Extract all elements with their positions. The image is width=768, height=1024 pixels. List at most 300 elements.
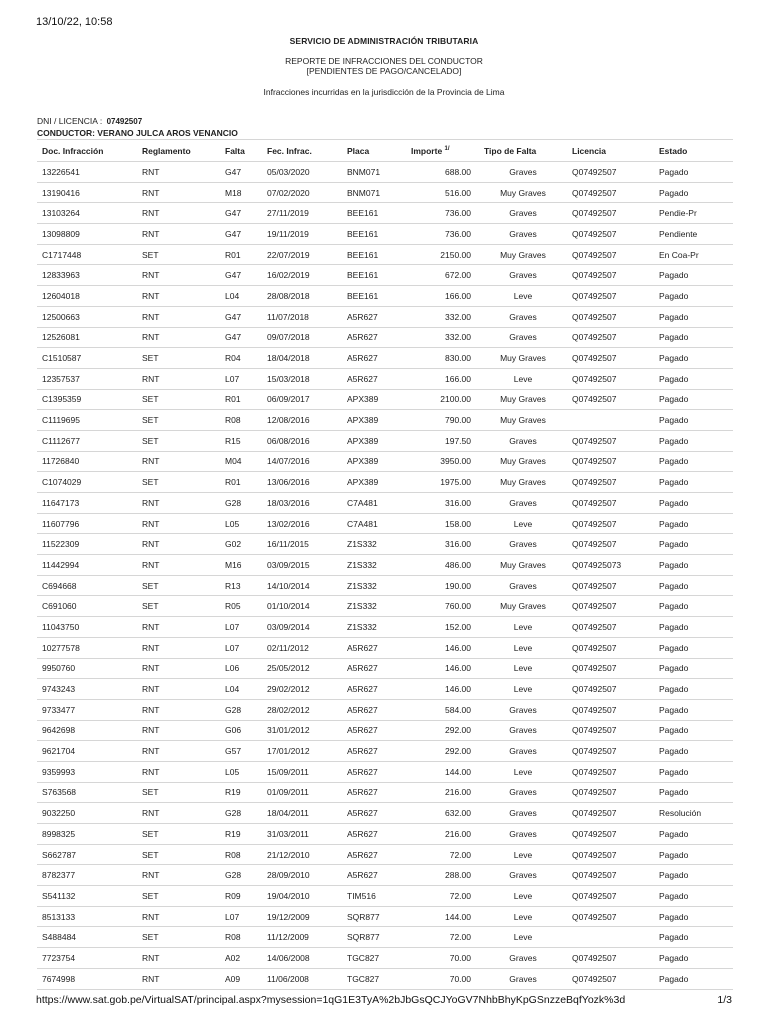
cell-licencia: Q07492507: [567, 865, 654, 886]
cell-estado: Pagado: [654, 368, 733, 389]
cell-reglamento: RNT: [137, 720, 220, 741]
cell-reglamento: SET: [137, 844, 220, 865]
cell-placa: A5R627: [342, 368, 406, 389]
cell-importe: 486.00: [406, 555, 479, 576]
cell-falta: G47: [220, 306, 262, 327]
table-row: [37, 224, 733, 245]
cell-falta: G47: [220, 327, 262, 348]
table-row: [37, 182, 733, 203]
cell-placa: A5R627: [342, 782, 406, 803]
cell-fecha: 28/08/2018: [262, 286, 342, 307]
table-row: [37, 348, 733, 369]
cell-estado: Pagado: [654, 679, 733, 700]
cell-estado: Resolución: [654, 803, 733, 824]
cell-falta: R15: [220, 430, 262, 451]
cell-doc: C1717448: [37, 244, 137, 265]
cell-placa: APX389: [342, 451, 406, 472]
cell-tipo: Leve: [479, 658, 567, 679]
cell-fecha: 17/01/2012: [262, 741, 342, 762]
cell-doc: C1112677: [37, 430, 137, 451]
cell-fecha: 05/03/2020: [262, 162, 342, 183]
cell-reglamento: RNT: [137, 906, 220, 927]
cell-placa: A5R627: [342, 679, 406, 700]
cell-reglamento: SET: [137, 472, 220, 493]
cell-reglamento: RNT: [137, 162, 220, 183]
cell-estado: Pagado: [654, 617, 733, 638]
table-row: [37, 720, 733, 741]
table-header-row: [37, 140, 733, 162]
header-falta: Falta: [220, 140, 262, 162]
cell-doc: 9743243: [37, 679, 137, 700]
cell-licencia: Q07492507: [567, 430, 654, 451]
cell-tipo: Leve: [479, 637, 567, 658]
cell-falta: R01: [220, 389, 262, 410]
cell-importe: 216.00: [406, 782, 479, 803]
cell-falta: R19: [220, 782, 262, 803]
table-row: [37, 306, 733, 327]
cell-tipo: Muy Graves: [479, 596, 567, 617]
cell-tipo: Leve: [479, 617, 567, 638]
cell-reglamento: RNT: [137, 658, 220, 679]
cell-importe: 332.00: [406, 327, 479, 348]
cell-importe: 144.00: [406, 906, 479, 927]
cell-importe: 790.00: [406, 410, 479, 431]
cell-falta: L07: [220, 617, 262, 638]
cell-placa: TGC827: [342, 968, 406, 989]
table-row: [37, 679, 733, 700]
cell-doc: C1074029: [37, 472, 137, 493]
cell-importe: 672.00: [406, 265, 479, 286]
cell-licencia: Q07492507: [567, 803, 654, 824]
cell-reglamento: RNT: [137, 327, 220, 348]
cell-estado: Pagado: [654, 865, 733, 886]
cell-reglamento: SET: [137, 389, 220, 410]
cell-falta: R04: [220, 348, 262, 369]
cell-estado: Pagado: [654, 575, 733, 596]
cell-licencia: Q07492507: [567, 472, 654, 493]
cell-falta: L04: [220, 679, 262, 700]
cell-falta: G28: [220, 865, 262, 886]
cell-reglamento: RNT: [137, 617, 220, 638]
cell-fecha: 19/12/2009: [262, 906, 342, 927]
cell-falta: G28: [220, 803, 262, 824]
cell-importe: 3950.00: [406, 451, 479, 472]
cell-estado: Pagado: [654, 493, 733, 514]
cell-placa: APX389: [342, 410, 406, 431]
cell-reglamento: SET: [137, 430, 220, 451]
cell-placa: Z1S332: [342, 534, 406, 555]
cell-doc: 13190416: [37, 182, 137, 203]
cell-falta: L07: [220, 368, 262, 389]
cell-tipo: Leve: [479, 906, 567, 927]
cell-reglamento: RNT: [137, 534, 220, 555]
cell-doc: 9359993: [37, 761, 137, 782]
cell-estado: Pagado: [654, 162, 733, 183]
cell-doc: 11442994: [37, 555, 137, 576]
table-row: [37, 886, 733, 907]
cell-tipo: Muy Graves: [479, 244, 567, 265]
cell-placa: APX389: [342, 389, 406, 410]
cell-placa: A5R627: [342, 306, 406, 327]
cell-estado: Pendie-Pr: [654, 203, 733, 224]
cell-fecha: 19/04/2010: [262, 886, 342, 907]
cell-tipo: Graves: [479, 203, 567, 224]
table-row: [37, 637, 733, 658]
print-footer: [36, 994, 732, 1006]
cell-importe: 830.00: [406, 348, 479, 369]
cell-falta: M04: [220, 451, 262, 472]
cell-licencia: Q07492507: [567, 244, 654, 265]
cell-placa: A5R627: [342, 824, 406, 845]
cell-tipo: Graves: [479, 782, 567, 803]
cell-doc: C694668: [37, 575, 137, 596]
cell-tipo: Graves: [479, 699, 567, 720]
cell-fecha: 16/02/2019: [262, 265, 342, 286]
cell-licencia: Q07492507: [567, 286, 654, 307]
cell-doc: 9733477: [37, 699, 137, 720]
cell-doc: 11522309: [37, 534, 137, 555]
cell-placa: SQR877: [342, 906, 406, 927]
cell-estado: En Coa-Pr: [654, 244, 733, 265]
table-row: [37, 596, 733, 617]
report-title-line1: REPORTE DE INFRACCIONES DEL CONDUCTOR: [285, 56, 483, 66]
cell-doc: C1119695: [37, 410, 137, 431]
cell-placa: BNM071: [342, 182, 406, 203]
cell-importe: 688.00: [406, 162, 479, 183]
cell-importe: 144.00: [406, 761, 479, 782]
cell-reglamento: RNT: [137, 865, 220, 886]
cell-importe: 166.00: [406, 368, 479, 389]
infractions-table: [37, 139, 733, 990]
cell-reglamento: RNT: [137, 368, 220, 389]
cell-falta: G28: [220, 493, 262, 514]
cell-falta: G47: [220, 203, 262, 224]
cell-doc: C691060: [37, 596, 137, 617]
header-reglamento: Reglamento: [137, 140, 220, 162]
cell-doc: 8782377: [37, 865, 137, 886]
cell-fecha: 31/03/2011: [262, 824, 342, 845]
cell-estado: Pagado: [654, 782, 733, 803]
cell-reglamento: RNT: [137, 761, 220, 782]
cell-reglamento: SET: [137, 782, 220, 803]
cell-fecha: 28/09/2010: [262, 865, 342, 886]
cell-tipo: Leve: [479, 886, 567, 907]
cell-fecha: 22/07/2019: [262, 244, 342, 265]
cell-estado: Pagado: [654, 886, 733, 907]
cell-doc: 11726840: [37, 451, 137, 472]
cell-reglamento: RNT: [137, 948, 220, 969]
cell-tipo: Leve: [479, 513, 567, 534]
cell-licencia: Q07492507: [567, 203, 654, 224]
table-row: [37, 699, 733, 720]
table-row: [37, 575, 733, 596]
cell-falta: L05: [220, 761, 262, 782]
cell-doc: C1510587: [37, 348, 137, 369]
header-importe: [406, 140, 479, 162]
cell-importe: 632.00: [406, 803, 479, 824]
cell-importe: 216.00: [406, 824, 479, 845]
cell-estado: Pagado: [654, 968, 733, 989]
cell-importe: 736.00: [406, 203, 479, 224]
cell-placa: BEE161: [342, 265, 406, 286]
cell-licencia: Q07492507: [567, 162, 654, 183]
cell-licencia: Q07492507: [567, 224, 654, 245]
cell-tipo: Leve: [479, 844, 567, 865]
cell-importe: 152.00: [406, 617, 479, 638]
cell-doc: S763568: [37, 782, 137, 803]
cell-reglamento: RNT: [137, 493, 220, 514]
cell-licencia: Q07492507: [567, 782, 654, 803]
cell-fecha: 11/07/2018: [262, 306, 342, 327]
cell-falta: G47: [220, 224, 262, 245]
cell-importe: 332.00: [406, 306, 479, 327]
table-row: [37, 451, 733, 472]
cell-doc: 9950760: [37, 658, 137, 679]
cell-falta: L07: [220, 637, 262, 658]
header-estado: Estado: [654, 140, 733, 162]
cell-doc: 12500663: [37, 306, 137, 327]
cell-doc: 13226541: [37, 162, 137, 183]
table-row: [37, 244, 733, 265]
table-row: [37, 741, 733, 762]
cell-fecha: 11/06/2008: [262, 968, 342, 989]
cell-doc: 9032250: [37, 803, 137, 824]
cell-estado: Pagado: [654, 824, 733, 845]
cell-reglamento: RNT: [137, 306, 220, 327]
cell-reglamento: SET: [137, 596, 220, 617]
cell-doc: 7674998: [37, 968, 137, 989]
cell-placa: BEE161: [342, 244, 406, 265]
cell-licencia: [567, 927, 654, 948]
cell-doc: 12833963: [37, 265, 137, 286]
cell-falta: M16: [220, 555, 262, 576]
cell-licencia: Q07492507: [567, 886, 654, 907]
table-row: [37, 968, 733, 989]
cell-licencia: Q07492507: [567, 596, 654, 617]
cell-reglamento: RNT: [137, 265, 220, 286]
cell-doc: 11607796: [37, 513, 137, 534]
dni-line: [37, 116, 142, 126]
cell-reglamento: RNT: [137, 803, 220, 824]
cell-doc: S541132: [37, 886, 137, 907]
cell-fecha: 15/09/2011: [262, 761, 342, 782]
cell-tipo: Graves: [479, 162, 567, 183]
cell-reglamento: RNT: [137, 182, 220, 203]
cell-tipo: Leve: [479, 761, 567, 782]
cell-licencia: Q07492507: [567, 493, 654, 514]
cell-estado: Pagado: [654, 286, 733, 307]
cell-fecha: 13/06/2016: [262, 472, 342, 493]
table-row: [37, 865, 733, 886]
cell-doc: 11647173: [37, 493, 137, 514]
cell-placa: Z1S332: [342, 555, 406, 576]
cell-tipo: Leve: [479, 679, 567, 700]
cell-licencia: Q07492507: [567, 968, 654, 989]
cell-fecha: 18/03/2016: [262, 493, 342, 514]
table-row: [37, 658, 733, 679]
dni-value: 07492507: [106, 117, 143, 126]
table-row: [37, 265, 733, 286]
cell-tipo: Graves: [479, 327, 567, 348]
cell-reglamento: SET: [137, 824, 220, 845]
cell-fecha: 02/11/2012: [262, 637, 342, 658]
header-placa: Placa: [342, 140, 406, 162]
cell-placa: A5R627: [342, 637, 406, 658]
cell-falta: G47: [220, 265, 262, 286]
cell-importe: 316.00: [406, 534, 479, 555]
cell-placa: APX389: [342, 430, 406, 451]
cell-fecha: 14/06/2008: [262, 948, 342, 969]
cell-falta: L07: [220, 906, 262, 927]
cell-tipo: Muy Graves: [479, 451, 567, 472]
cell-importe: 197.50: [406, 430, 479, 451]
header-doc: Doc. Infracción: [37, 140, 137, 162]
cell-fecha: 06/08/2016: [262, 430, 342, 451]
cell-tipo: Graves: [479, 224, 567, 245]
conductor-name: CONDUCTOR: VERANO JULCA AROS VENANCIO: [37, 128, 238, 138]
jurisdiction-note: Infracciones incurridas en la jurisdicción de la Provincia de Lima: [263, 87, 505, 97]
cell-licencia: Q07492507: [567, 637, 654, 658]
table-row: [37, 430, 733, 451]
cell-licencia: [567, 410, 654, 431]
cell-estado: Pagado: [654, 472, 733, 493]
cell-fecha: 16/11/2015: [262, 534, 342, 555]
cell-reglamento: SET: [137, 927, 220, 948]
cell-falta: A02: [220, 948, 262, 969]
cell-falta: R01: [220, 472, 262, 493]
cell-placa: A5R627: [342, 761, 406, 782]
cell-estado: Pagado: [654, 658, 733, 679]
cell-falta: G47: [220, 162, 262, 183]
table-row: [37, 555, 733, 576]
cell-placa: BEE161: [342, 203, 406, 224]
cell-estado: Pagado: [654, 927, 733, 948]
table-row: [37, 948, 733, 969]
cell-licencia: Q07492507: [567, 741, 654, 762]
cell-doc: 9642698: [37, 720, 137, 741]
cell-fecha: 01/10/2014: [262, 596, 342, 617]
cell-estado: Pagado: [654, 720, 733, 741]
header-importe-footnote: 1/: [444, 145, 450, 152]
cell-estado: Pagado: [654, 761, 733, 782]
cell-doc: S662787: [37, 844, 137, 865]
cell-importe: 146.00: [406, 679, 479, 700]
cell-tipo: Graves: [479, 741, 567, 762]
cell-licencia: Q07492507: [567, 534, 654, 555]
cell-estado: Pagado: [654, 844, 733, 865]
cell-importe: 190.00: [406, 575, 479, 596]
cell-reglamento: RNT: [137, 513, 220, 534]
cell-tipo: Muy Graves: [479, 472, 567, 493]
cell-tipo: Graves: [479, 575, 567, 596]
cell-importe: 146.00: [406, 637, 479, 658]
cell-placa: APX389: [342, 472, 406, 493]
cell-reglamento: RNT: [137, 741, 220, 762]
cell-placa: A5R627: [342, 803, 406, 824]
table-row: [37, 803, 733, 824]
cell-importe: 760.00: [406, 596, 479, 617]
cell-placa: A5R627: [342, 844, 406, 865]
cell-importe: 72.00: [406, 844, 479, 865]
cell-importe: 316.00: [406, 493, 479, 514]
cell-tipo: Muy Graves: [479, 410, 567, 431]
cell-doc: 11043750: [37, 617, 137, 638]
cell-falta: R13: [220, 575, 262, 596]
cell-estado: Pagado: [654, 348, 733, 369]
cell-importe: 292.00: [406, 741, 479, 762]
cell-fecha: 28/02/2012: [262, 699, 342, 720]
cell-licencia: Q07492507: [567, 617, 654, 638]
cell-estado: Pagado: [654, 699, 733, 720]
cell-placa: A5R627: [342, 658, 406, 679]
cell-fecha: 15/03/2018: [262, 368, 342, 389]
cell-falta: A09: [220, 968, 262, 989]
cell-licencia: Q07492507: [567, 389, 654, 410]
cell-reglamento: RNT: [137, 224, 220, 245]
cell-estado: Pagado: [654, 327, 733, 348]
cell-estado: Pagado: [654, 451, 733, 472]
cell-fecha: 31/01/2012: [262, 720, 342, 741]
report-title: [0, 56, 768, 76]
cell-placa: TIM516: [342, 886, 406, 907]
cell-tipo: Muy Graves: [479, 348, 567, 369]
cell-licencia: Q07492507: [567, 906, 654, 927]
cell-licencia: Q07492507: [567, 658, 654, 679]
cell-placa: SQR877: [342, 927, 406, 948]
cell-fecha: 01/09/2011: [262, 782, 342, 803]
cell-placa: A5R627: [342, 327, 406, 348]
cell-falta: L04: [220, 286, 262, 307]
cell-licencia: Q07492507: [567, 327, 654, 348]
cell-estado: Pagado: [654, 596, 733, 617]
cell-estado: Pagado: [654, 182, 733, 203]
cell-tipo: Muy Graves: [479, 182, 567, 203]
table-row: [37, 368, 733, 389]
cell-doc: 8998325: [37, 824, 137, 845]
cell-estado: Pendiente: [654, 224, 733, 245]
cell-fecha: 25/05/2012: [262, 658, 342, 679]
cell-falta: R08: [220, 927, 262, 948]
cell-estado: Pagado: [654, 637, 733, 658]
table-row: [37, 534, 733, 555]
cell-importe: 70.00: [406, 968, 479, 989]
cell-reglamento: RNT: [137, 555, 220, 576]
cell-tipo: Graves: [479, 534, 567, 555]
cell-tipo: Graves: [479, 265, 567, 286]
table-row: [37, 472, 733, 493]
cell-falta: R09: [220, 886, 262, 907]
cell-estado: Pagado: [654, 741, 733, 762]
cell-importe: 146.00: [406, 658, 479, 679]
table-row: [37, 389, 733, 410]
cell-licencia: Q07492507: [567, 720, 654, 741]
cell-falta: G06: [220, 720, 262, 741]
cell-placa: C7A481: [342, 513, 406, 534]
cell-placa: A5R627: [342, 865, 406, 886]
cell-importe: 2150.00: [406, 244, 479, 265]
cell-fecha: 06/09/2017: [262, 389, 342, 410]
cell-fecha: 11/12/2009: [262, 927, 342, 948]
cell-importe: 288.00: [406, 865, 479, 886]
cell-licencia: Q07492507: [567, 679, 654, 700]
cell-tipo: Graves: [479, 865, 567, 886]
cell-licencia: Q07492507: [567, 824, 654, 845]
cell-placa: Z1S332: [342, 617, 406, 638]
print-footer-url: https://www.sat.gob.pe/VirtualSAT/principal.aspx?mysession=1qG1E3TyA%2bJbGsQCJYoGV7NhbBhyKpGSnzzeBqfYozk%3d: [36, 994, 626, 1006]
cell-estado: Pagado: [654, 265, 733, 286]
cell-licencia: Q07492507: [567, 844, 654, 865]
cell-importe: 72.00: [406, 927, 479, 948]
